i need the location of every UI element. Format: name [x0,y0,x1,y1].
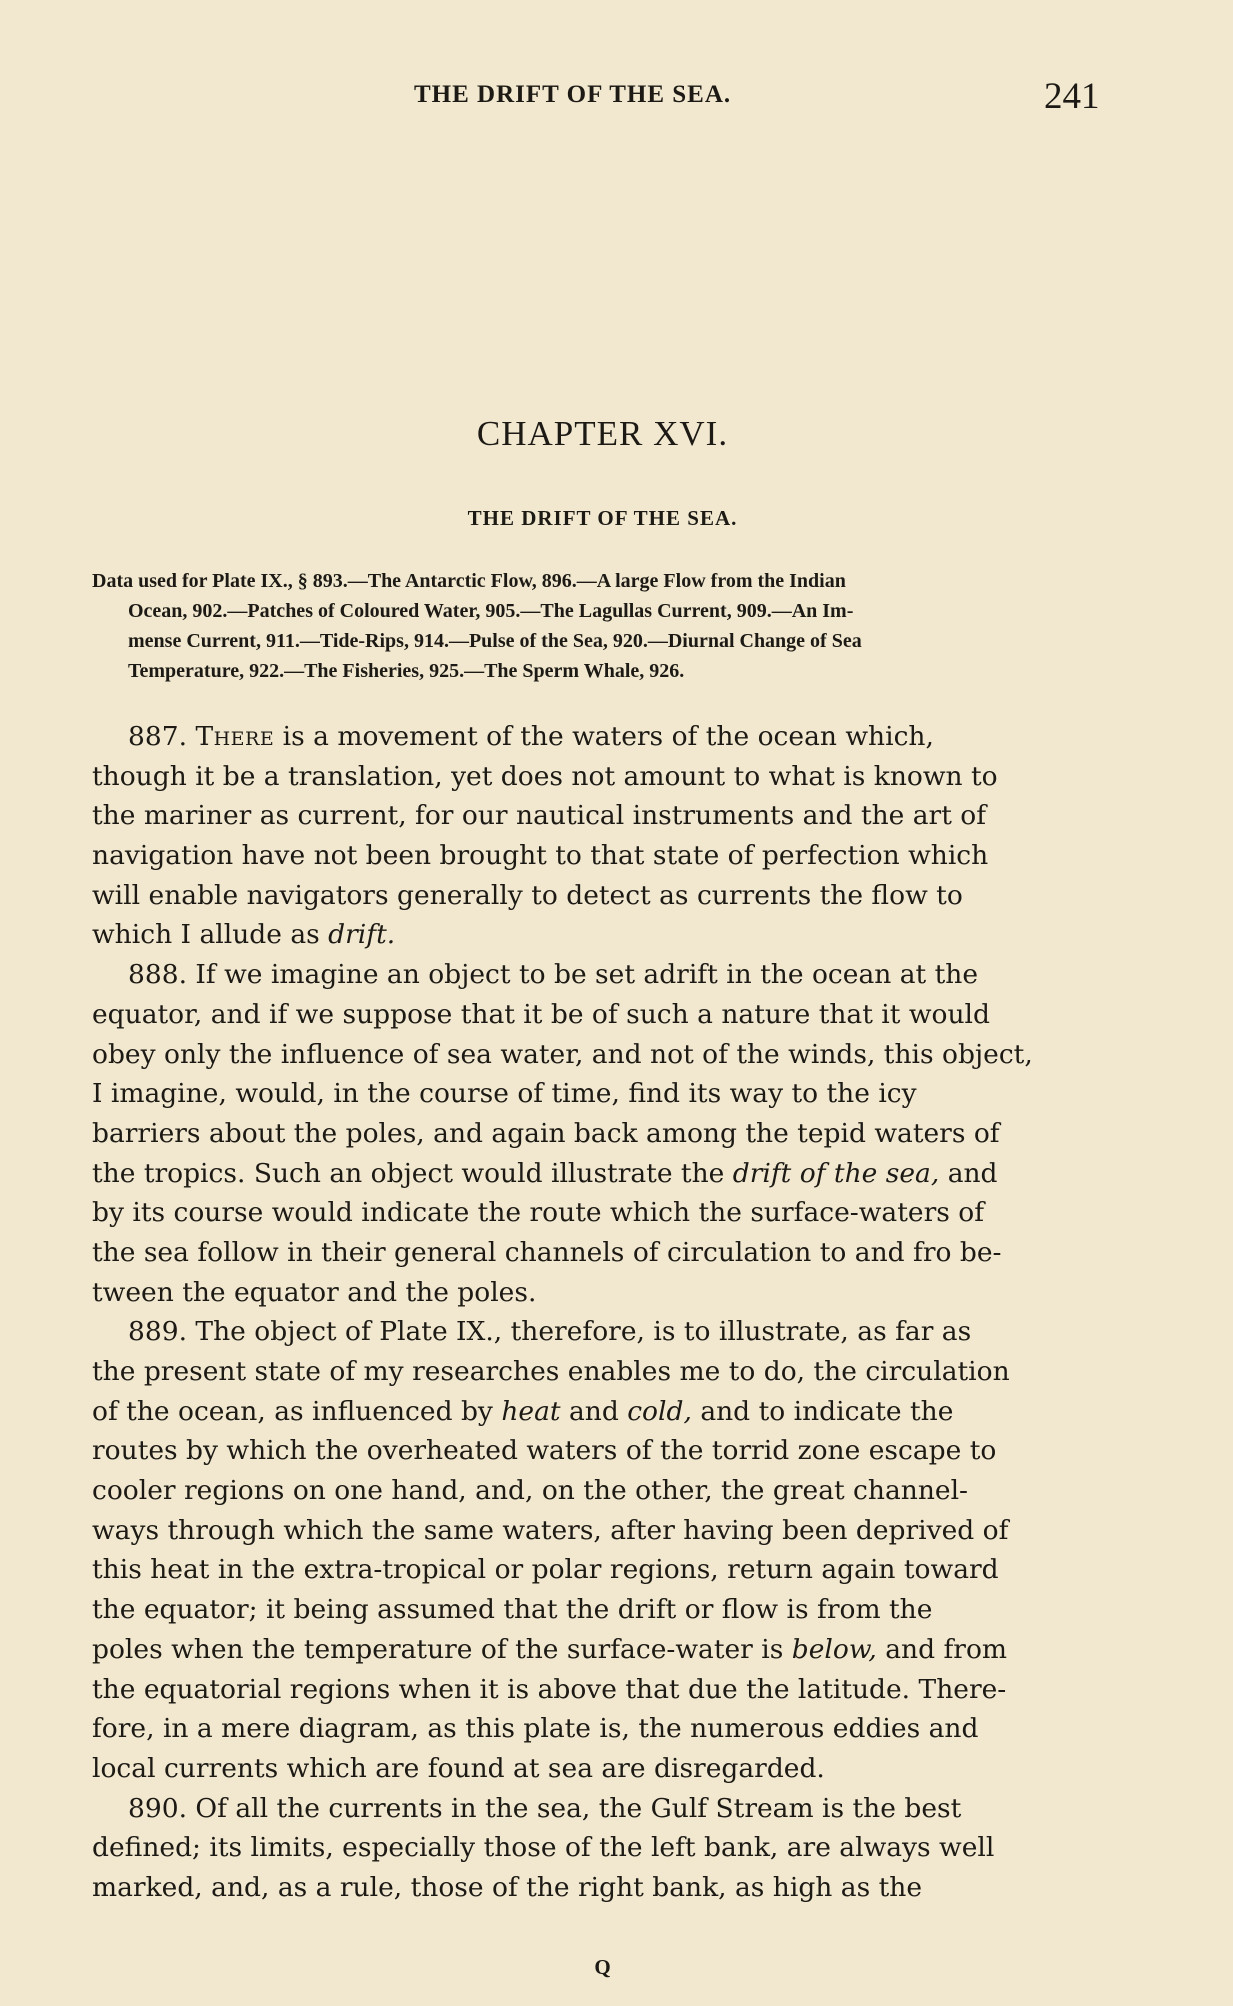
lead-word: There [195,721,275,752]
text-run: poles when the temperature of the surface-water is [92,1633,792,1665]
italic-term: heat [501,1395,561,1427]
paragraph-889-line: 889. The object of Plate IX., therefore, is to illustrate, as far as [128,1316,972,1348]
paragraph-889-line: the equatorial regions when it is above that due the latitude. There- [92,1673,1007,1705]
paragraph-889-line: fore, in a mere diagram, as this plate is, the numerous eddies and [92,1713,979,1745]
paragraph-888-line: equator, and if we suppose that it be of such a nature that it would [92,998,990,1030]
paragraph-890-line: defined; its limits, especially those of the left bank, are always well [92,1832,995,1864]
text-run: and to indicate the [691,1395,954,1427]
paragraph-888-line [92,1154,1112,1194]
paragraph-887-line [92,717,1112,757]
text-run: and [939,1157,998,1189]
paragraph-889-line: the equator; it being assumed that the drift or flow is from the [92,1594,933,1626]
page-number: 241 [1044,76,1100,117]
text-run: the tropics. Such an object would illustrate the [92,1157,733,1189]
italic-term: drift of the sea, [732,1157,940,1189]
paragraph-890-line: 890. Of all the currents in the sea, the Gulf Stream is the best [128,1792,962,1824]
paragraph-888-line: 888. If we imagine an object to be set adrift in the ocean at the [128,959,979,991]
paragraph-887-line: though it be a translation, yet does not amount to what is known to [92,760,998,792]
paragraph-889-line: routes by which the overheated waters of the torrid zone escape to [92,1435,997,1467]
body-text [92,717,1112,1908]
running-head [0,75,1233,125]
chapter-title: CHAPTER XVI. [476,414,729,453]
paragraph-888-line: by its course would indicate the route which the surface-waters of [92,1197,985,1229]
contents-line: mense Current, 911.—Tide-Rips, 914.—Pulse of the Sea, 920.—Diurnal Change of Sea [128,630,862,652]
paragraph-887-line: navigation have not been brought to that state of perfection which [92,840,989,872]
paragraph-887-line: the mariner as current, for our nautical instruments and the art of [92,800,987,832]
paragraph-number: 887. [128,721,196,752]
text-run: and from [876,1633,1008,1665]
signature-mark: Q [594,1955,611,1979]
paragraph-888-line: I imagine, would, in the course of time, find its way to the icy [92,1078,917,1110]
paragraph-888-line: the sea follow in their general channels of circulation to and fro be- [92,1236,1002,1268]
chapter-subtitle: THE DRIFT OF THE SEA. [467,506,738,530]
text-run: is a movement of the waters of the ocean which, [274,721,934,752]
text-run: and [560,1395,628,1427]
paragraph-889-line: ways through which the same waters, after having been deprived of [92,1514,1009,1546]
italic-term: cold, [627,1395,692,1427]
paragraph-889-line: local currents which are found at sea are disregarded. [92,1752,825,1784]
italic-term: below, [791,1633,877,1665]
text-run: of the ocean, as influenced by [92,1395,502,1427]
italic-term: drift. [328,919,396,951]
paragraph-889-line: this heat in the extra-tropical or polar regions, return again toward [92,1554,999,1586]
paragraph-889-line: cooler regions on one hand, and, on the other, the great channel- [92,1475,969,1507]
contents-line: Data used for Plate IX., § 893.—The Antarctic Flow, 896.—A large Flow from the Indian [92,570,846,592]
running-title: THE DRIFT OF THE SEA. [414,81,732,108]
paragraph-888-line: barriers about the poles, and again back among the tepid waters of [92,1117,1000,1149]
paragraph-888-line: tween the equator and the poles. [92,1276,537,1308]
paragraph-890-line: marked, and, as a rule, those of the right bank, as high as the [92,1871,923,1903]
paragraph-887-line: will enable navigators generally to detect as currents the flow to [92,879,963,911]
paragraph-889-line [92,1630,1112,1670]
paragraph-889-line [92,1392,1112,1432]
chapter-contents-summary [92,566,1112,686]
paragraph-888-line: obey only the influence of sea water, and not of the winds, this object, [92,1038,1033,1070]
paragraph-889-line: the present state of my researches enables me to do, the circulation [92,1356,1010,1387]
paragraph-887-line [92,915,1112,955]
contents-line: Ocean, 902.—Patches of Coloured Water, 905.—The Lagullas Current, 909.—An Im- [128,600,854,622]
text-run: which I allude as [92,919,329,951]
contents-line: Temperature, 922.—The Fisheries, 925.—The Sperm Whale, 926. [128,660,685,682]
